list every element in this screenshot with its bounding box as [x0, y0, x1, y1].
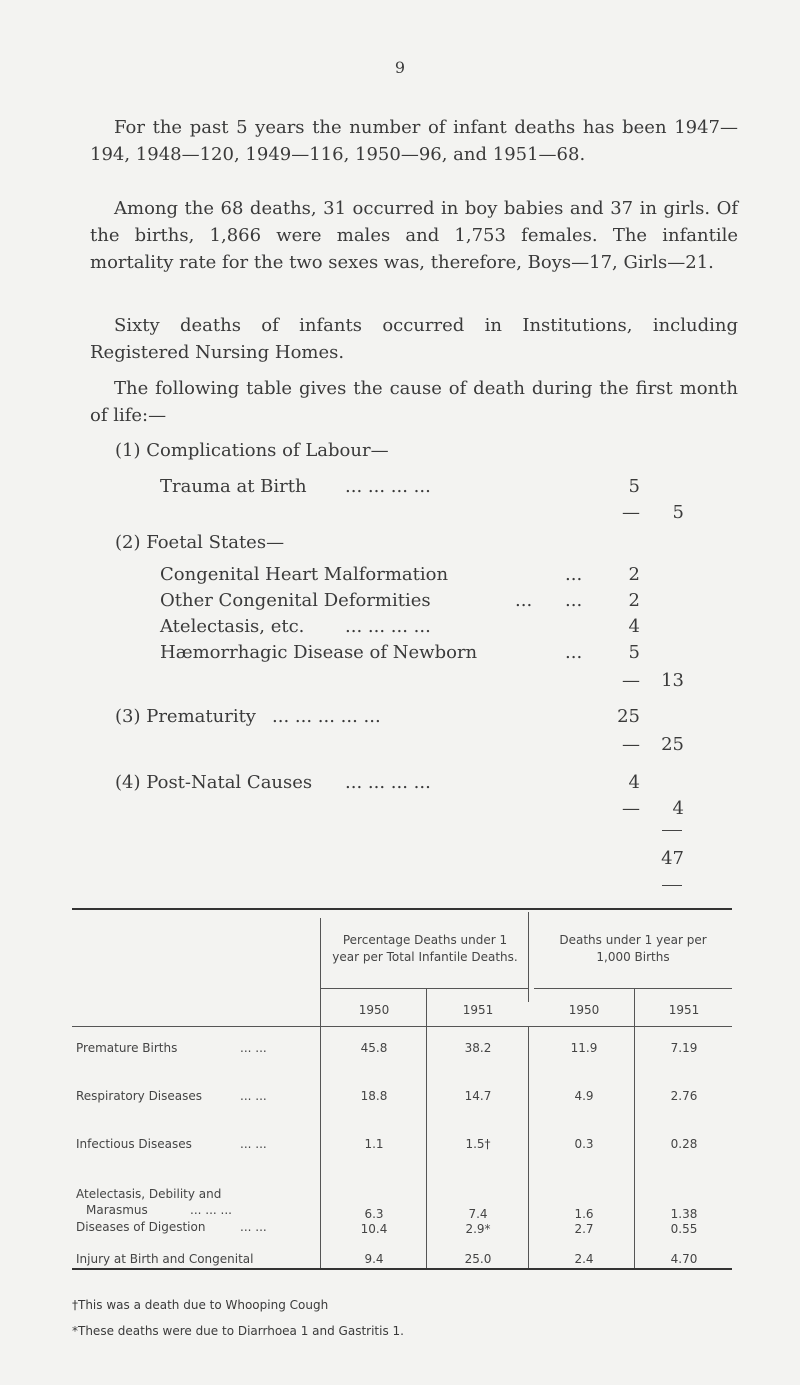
subtotal-dash: —: [622, 734, 640, 755]
table-cell: 11.9: [570, 1041, 598, 1055]
table-cell: 0.3: [574, 1137, 594, 1151]
subtotal-value: 13: [661, 670, 684, 691]
table-cell: 0.55: [670, 1222, 698, 1236]
table-bottom-rule: [72, 1268, 732, 1270]
header-rule: [534, 988, 732, 989]
row-label: Diseases of Digestion: [76, 1220, 206, 1234]
subtotal-dash: —: [622, 502, 640, 523]
leader-dots: ...: [565, 564, 583, 585]
row-dots: ... ...: [240, 1220, 267, 1234]
row-dots: ... ...: [240, 1137, 267, 1151]
row-dots: ... ...: [240, 1089, 267, 1103]
table-cell: 10.4: [360, 1222, 388, 1236]
header-bottom-rule: [72, 1026, 732, 1027]
leader-dots: ...: [565, 642, 583, 663]
table-cell: 7.4: [468, 1207, 488, 1221]
column-divider: [426, 1026, 427, 1268]
column-divider: [528, 1026, 529, 1268]
cause-label: Congenital Heart Malformation: [160, 564, 449, 585]
group-heading: (4) Post-Natal Causes: [115, 772, 313, 793]
group-heading: (3) Prematurity: [115, 706, 256, 727]
page-number: 9: [394, 58, 406, 77]
column-divider: [320, 918, 321, 998]
cause-value: 4: [628, 772, 640, 793]
group-header-per-1000: Deaths under 1 year per 1,000 Births: [559, 933, 707, 964]
year-header: 1951: [462, 1003, 494, 1017]
leader-dots: ... ... ... ...: [345, 476, 431, 497]
year-header: 1951: [668, 1003, 700, 1017]
group-heading: (1) Complications of Labour—: [115, 440, 389, 461]
subtotal-dash: —: [622, 670, 640, 691]
cause-label: Trauma at Birth: [160, 476, 307, 497]
subtotal-value: 25: [661, 734, 684, 755]
row-label-line1: Atelectasis, Debility and: [76, 1187, 222, 1201]
row-label: Respiratory Diseases: [76, 1089, 203, 1103]
table-cell: 1.1: [364, 1137, 384, 1151]
paragraph-infant-deaths: For the past 5 years the number of infant deaths has been 1947—194, 1948—120, 1949—116, 1950—96, and 1951—68.: [90, 117, 738, 165]
row-label: Infectious Diseases: [76, 1137, 192, 1151]
row-dots: ... ...: [240, 1041, 267, 1055]
cause-value: 5: [628, 642, 640, 663]
table-cell: 14.7: [464, 1089, 492, 1103]
table-cell: 2.7: [574, 1222, 594, 1236]
table-cell: 0.28: [670, 1137, 698, 1151]
table-cell: 25.0: [464, 1252, 492, 1266]
table-cell: 45.8: [360, 1041, 388, 1055]
leader-dots: ... ... ... ... ...: [272, 706, 381, 727]
subtotal-dash: —: [622, 798, 640, 819]
group-heading: (2) Foetal States—: [115, 532, 285, 553]
cause-label: Atelectasis, etc.: [160, 616, 305, 637]
year-header: 1950: [358, 1003, 390, 1017]
row-label: Injury at Birth and Congenital: [76, 1252, 254, 1266]
cause-label: Hæmorrhagic Disease of Newborn: [160, 642, 478, 663]
table-cell: 4.70: [670, 1252, 698, 1266]
footnote-dagger: †This was a death due to Whooping Cough: [72, 1298, 329, 1312]
table-top-rule: [72, 908, 732, 910]
column-divider: [634, 988, 635, 1028]
cause-value: 2: [628, 564, 640, 585]
table-cell: 1.38: [670, 1207, 698, 1221]
subtotal-value: 4: [672, 798, 684, 819]
leader-dots: ... ... ... ...: [345, 772, 431, 793]
grand-total: 47: [661, 848, 684, 869]
cause-value: 4: [628, 616, 640, 637]
table-cell: 9.4: [364, 1252, 384, 1266]
cause-value: 5: [628, 476, 640, 497]
column-divider: [320, 988, 321, 1028]
group-header-percentage: Percentage Deaths under 1 year per Total Infantile Deaths.: [332, 933, 518, 964]
leader-dots: ... ... ... ...: [345, 616, 431, 637]
table-cell: 7.19: [670, 1041, 698, 1055]
table-cell: 2.9*: [465, 1222, 491, 1236]
header-rule: [320, 988, 528, 989]
column-divider: [426, 988, 427, 1028]
column-divider: [528, 912, 529, 1002]
row-dots: ... ... ...: [190, 1203, 232, 1217]
cause-value: 25: [617, 706, 640, 727]
table-cell: 38.2: [464, 1041, 492, 1055]
table-cell: 2.76: [670, 1089, 698, 1103]
column-divider: [320, 1026, 321, 1268]
table-cell: 6.3: [364, 1207, 384, 1221]
paragraph-institutions: Sixty deaths of infants occurred in Institutions, including Registered Nursing Homes.: [90, 315, 738, 363]
leader-dots: ...: [515, 590, 533, 611]
row-label: Marasmus: [86, 1203, 148, 1217]
table-cell: 4.9: [574, 1089, 594, 1103]
subtotal-value: 5: [672, 502, 684, 523]
table-cell: 1.6: [574, 1207, 594, 1221]
total-rule: [662, 830, 682, 831]
column-divider: [634, 1026, 635, 1268]
paragraph-table-intro: The following table gives the cause of death during the first month of life:—: [90, 378, 738, 426]
table-cell: 18.8: [360, 1089, 388, 1103]
footnote-asterisk: *These deaths were due to Diarrhoea 1 and Gastritis 1.: [72, 1324, 404, 1338]
table-cell: 2.4: [574, 1252, 594, 1266]
table-cell: 1.5†: [465, 1137, 491, 1151]
leader-dots: ...: [565, 590, 583, 611]
total-rule: [662, 885, 682, 886]
row-label: Premature Births: [76, 1041, 178, 1055]
cause-value: 2: [628, 590, 640, 611]
cause-label: Other Congenital Deformities: [160, 590, 431, 611]
paragraph-sex-breakdown: Among the 68 deaths, 31 occurred in boy babies and 37 in girls. Of the births, 1,866 were males and 1,753 females. The infantile mortality rate for the two sexes was, therefore, Boys—17, Girls—21.: [90, 198, 738, 273]
year-header: 1950: [568, 1003, 600, 1017]
